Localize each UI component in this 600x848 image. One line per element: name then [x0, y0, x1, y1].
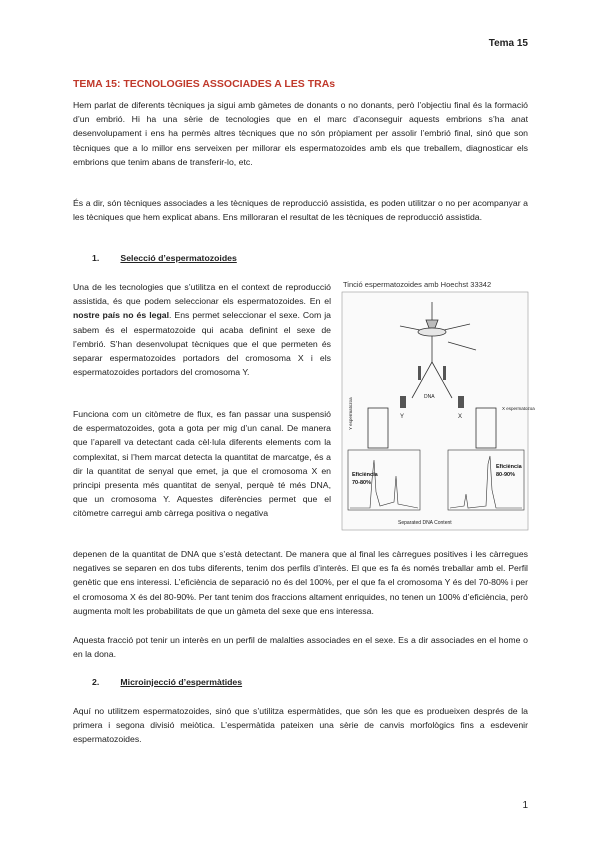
section-1-p1-a: Una de les tecnologies que s’utilitza en el context de reproducció assistida, és que podem seleccionar els espermatozoides. En el	[73, 282, 331, 307]
section-1-label: Selecció d’espermatozoides	[120, 253, 237, 263]
section-1-p1-bold: nostre país no és legal	[73, 310, 170, 321]
eff-x-title: Eficiència	[496, 464, 522, 470]
section-2-number: 2.	[92, 677, 100, 687]
flow-cytometry-figure	[340, 280, 535, 532]
intro-paragraph-1: Hem parlat de diferents tècniques ja sigui amb gàmetes de donants o no donants, però l’objectiu final és la formació d’un embrió. Hi ha una sèrie de tecnologies que en el marc d’aconseguir aquests embrions s’ha anat desenvolupament i ens ha permès altres tècniques que no són pròpiament per assolir l’embrió final, sinó que son tècniques que a lo millor ens serveixen per millorar els espermatozoides amb els que treballem, diagnosticar els embrions que tenim abans de transferir-lo, etc.	[73, 100, 528, 167]
eff-x-value: 80-90%	[496, 472, 515, 478]
section-2-label: Microinjecció d’espermàtides	[120, 677, 243, 687]
section-1-paragraph-2-narrow: Funciona com un citòmetre de flux, es fan passar una suspensió de espermatozoides, gota a gota per mig d’un canal. De manera que l’aparell va detectant cada cèl·lula diferents elements com la complexitat, si l’hem marcat detecta la quantitat de marcatge, és a dir la quantitat de senyal que emet, ja que el cromosoma X en principi presenta més quantitat de senyal, perquè té més DNA, que un cromosoma Y. Aquestes diferències permet que el citòmetre carregui amb càrrega positiva o negativa	[73, 409, 331, 519]
page-title: TEMA 15: TECNOLOGIES ASSOCIADES A LES TRAs	[73, 78, 336, 90]
section-1-p1-b: . Ens permet seleccionar el sexe. Com ja sabem és el espermatozoide qui acaba definint el sexe de l’embrió. S’han desenvolupat tècniques que el que permeten és separar espermatozoides portadors del cromosoma X i els espermatozoides portadors del cromosoma Y.	[73, 310, 332, 378]
label-x-sperm: X espermatozoa	[502, 406, 535, 411]
intro-paragraph-2: És a dir, són tècniques associades a les tècniques de reproducció assistida, es poden utilitzar o no per acompanyar a les tècniques que hem explicat abans. Ens milloraran el resultat de les tècniques de reproducció assistida.	[73, 198, 528, 223]
section-1-paragraph-1	[73, 280, 331, 379]
label-dna: DNA	[424, 394, 435, 400]
section-1-paragraph-2-full: depenen de la quantitat de DNA que s’està detectant. De manera que al final les càrregues positives i les càrregues negatives se separen en dos tubs diferents, tenim dos perfils d’interès. El que es fa és només treballar amb el. Perfil genètic que ens interessi. L’eficiència de separació no és del 100%, per el que fa el cromosoma Y és del 70-80% i per el cromosoma X és del 80-90%. Per tant tenim dos fraccions altament enriquides, no tenen un 100% d’eficiència, però augmenta molt les probabilitats de que un gàmeta del sexe que ens interessa.	[73, 549, 528, 616]
page-header: Tema 15	[488, 38, 528, 49]
section-1-heading	[92, 253, 237, 263]
label-y: Y	[400, 414, 405, 420]
eff-y-value: 70-80%	[352, 480, 371, 486]
label-x: X	[458, 414, 463, 420]
eff-y-title: Eficiència	[352, 472, 378, 478]
section-2-heading	[92, 677, 242, 687]
figure-illustration	[340, 280, 535, 532]
figure-title: Tinció espermatozoides amb Hoechst 33342	[343, 280, 492, 289]
section-1-paragraph-3: Aquesta fracció pot tenir un interès en un perfil de malalties associades en el sexe. Es a dir associades en el home o en la dona.	[73, 635, 528, 660]
page-number: 1	[522, 800, 528, 811]
section-1-number: 1.	[92, 253, 100, 263]
figure-xaxis-label: Separated DNA Content	[398, 520, 452, 526]
section-2-paragraph-1: Aquí no utilitzem espermatozoides, sinó que s’utilitza espermàtides, que són les que es produeixen després de la primera i segona divisió meiòtica. L’espermàtida pateixen una sèrie de canvis morfològics fins a esdevenir espermatozoides.	[73, 706, 528, 745]
label-y-sperm: Y espermatozoa	[348, 397, 353, 430]
